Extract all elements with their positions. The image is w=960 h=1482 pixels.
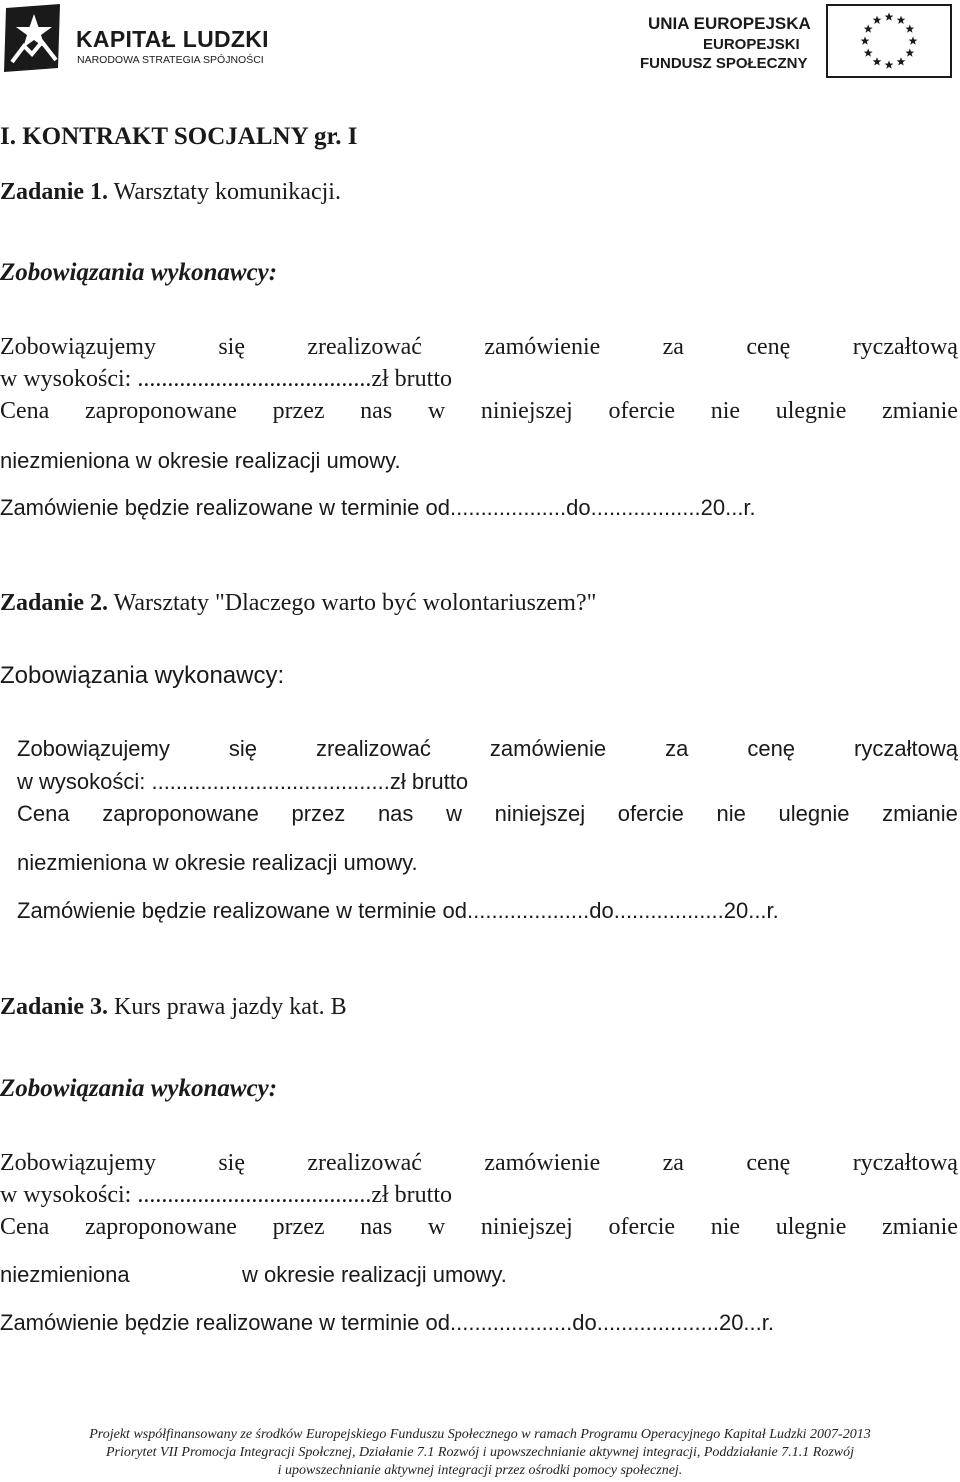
task-1-amount-line: w wysokości: .......................................zł brutto — [0, 366, 452, 392]
task-3-commit-line — [0, 1150, 958, 1177]
price-word: zmianie — [882, 398, 958, 424]
commit-word: zamówienie — [489, 736, 607, 761]
price-word: zaproponowane — [102, 801, 259, 826]
document-title: I. KONTRAKT SOCJALNY gr. I — [0, 123, 358, 150]
price-word: niniejszej — [494, 801, 586, 826]
commit-word: Zobowiązujemy — [17, 736, 170, 761]
price-word: nie — [710, 398, 741, 424]
commit-word: cenę — [747, 736, 796, 761]
task-3-unchanged-part2: w okresie realizacji umowy. — [242, 1262, 507, 1287]
task-3-unchanged-part1: niezmieniona — [0, 1262, 130, 1287]
task-2-heading — [0, 590, 596, 617]
price-word: ofercie — [608, 1214, 676, 1240]
commit-word: ryczałtową — [854, 736, 958, 761]
kl-title: KAPITAŁ LUDZKI — [76, 26, 269, 52]
price-word: nie — [716, 801, 746, 826]
task-1-unchanged-line: niezmieniona w okresie realizacji umowy. — [0, 448, 401, 473]
price-word: zaproponowane — [84, 1214, 237, 1240]
task-2-unchanged-line: niezmieniona w okresie realizacji umowy. — [17, 850, 418, 875]
commit-word: ryczałtową — [852, 1150, 958, 1176]
task-3-obligations-heading: Zobowiązania wykonawcy: — [0, 1075, 278, 1102]
task-2-label: Zadanie 2. — [0, 590, 109, 616]
price-word: zaproponowane — [84, 398, 237, 424]
price-word: zmianie — [882, 801, 958, 826]
commit-word: się — [218, 1150, 245, 1176]
task-3-amount-line: w wysokości: .......................................zł brutto — [0, 1182, 452, 1208]
price-word: Cena — [0, 1214, 50, 1240]
price-word: niniejszej — [480, 398, 573, 424]
footer-line-2: Priorytet VII Promocja Integracji Społcznej, Działanie 7.1 Rozwój i upowszechnianie aktywnej integracji, Poddziałanie 7.1.1 Rozwój — [106, 1445, 854, 1460]
eu-flag-icon — [826, 4, 952, 78]
task-2-price-line — [17, 801, 958, 827]
price-word: ofercie — [617, 801, 684, 826]
price-word: zmianie — [882, 1214, 958, 1240]
task-2-amount-line: w wysokości: .......................................zł brutto — [17, 769, 469, 794]
task-3-price-line — [0, 1214, 958, 1241]
commit-word: za — [662, 1150, 684, 1176]
kl-emblem-icon — [2, 2, 66, 74]
task-3-term-line: Zamówienie będzie realizowane w terminie od....................do....................20...r. — [0, 1310, 774, 1335]
commit-word: cenę — [746, 1150, 791, 1176]
commit-word: Zobowiązujemy — [0, 1150, 156, 1176]
task-1-heading — [0, 179, 341, 206]
footer-line-3: i upowszechnianie aktywnej integracji przez ośrodki pomocy społecznej. — [277, 1463, 683, 1478]
price-word: przez — [272, 1214, 325, 1240]
price-word: przez — [291, 801, 346, 826]
price-word: nas — [360, 1214, 393, 1240]
task-1-commit-line — [0, 334, 958, 361]
eu-line2: EUROPEJSKI — [703, 36, 800, 53]
commit-word: zrealizować — [307, 1150, 422, 1176]
task-3-heading — [0, 994, 347, 1021]
kapital-ludzki-logo — [0, 0, 280, 80]
eu-line1: UNIA EUROPEJSKA — [648, 14, 811, 33]
price-word: w — [427, 1214, 446, 1240]
price-word: w — [427, 398, 446, 424]
footer-line-1: Projekt współfinansowany ze środków Europejskiego Funduszu Społecznego w ramach Programu Operacyjnego Kapitał Ludzki 2007-2013 — [89, 1427, 871, 1442]
commit-word: za — [665, 736, 689, 761]
commit-word: Zobowiązujemy — [0, 334, 156, 360]
price-word: nie — [710, 1214, 741, 1240]
kl-subtitle: NARODOWA STRATEGIA SPÓJNOŚCI — [77, 54, 264, 66]
price-word: w — [446, 801, 462, 826]
price-word: ofercie — [608, 398, 676, 424]
commit-word: cenę — [746, 334, 791, 360]
price-word: niniejszej — [480, 1214, 573, 1240]
task-3-label: Zadanie 3. — [0, 994, 109, 1020]
task-2-term-line: Zamówienie będzie realizowane w terminie od....................do..................20...r. — [17, 898, 779, 923]
commit-word: ryczałtową — [852, 334, 958, 360]
task-1-name: Warsztaty komunikacji. — [113, 179, 341, 205]
price-word: nas — [377, 801, 414, 826]
commit-word: się — [218, 334, 245, 360]
task-1-label: Zadanie 1. — [0, 179, 109, 205]
price-word: Cena — [0, 398, 50, 424]
task-2-commit-line — [17, 736, 958, 762]
commit-word: za — [662, 334, 684, 360]
price-word: przez — [272, 398, 325, 424]
task-2-name: Warsztaty "Dlaczego warto być wolontariuszem?" — [113, 590, 597, 616]
commit-word: się — [228, 736, 257, 761]
task-3-name: Kurs prawa jazdy kat. B — [114, 994, 347, 1020]
eu-line3: FUNDUSZ SPOŁECZNY — [640, 55, 808, 72]
eu-logo — [640, 0, 960, 82]
task-1-obligations-heading: Zobowiązania wykonawcy: — [0, 259, 278, 286]
task-1-term-line: Zamówienie będzie realizowane w terminie od...................do..................20...r. — [0, 495, 756, 520]
price-word: ulegnie — [775, 398, 847, 424]
price-word: Cena — [17, 801, 70, 826]
price-word: nas — [360, 398, 393, 424]
commit-word: zrealizować — [307, 334, 422, 360]
commit-word: zrealizować — [315, 736, 431, 761]
commit-word: zamówienie — [484, 334, 601, 360]
price-word: ulegnie — [778, 801, 850, 826]
price-word: ulegnie — [775, 1214, 847, 1240]
task-1-price-line — [0, 398, 958, 425]
task-2-obligations-heading: Zobowiązania wykonawcy: — [0, 662, 285, 689]
commit-word: zamówienie — [484, 1150, 601, 1176]
